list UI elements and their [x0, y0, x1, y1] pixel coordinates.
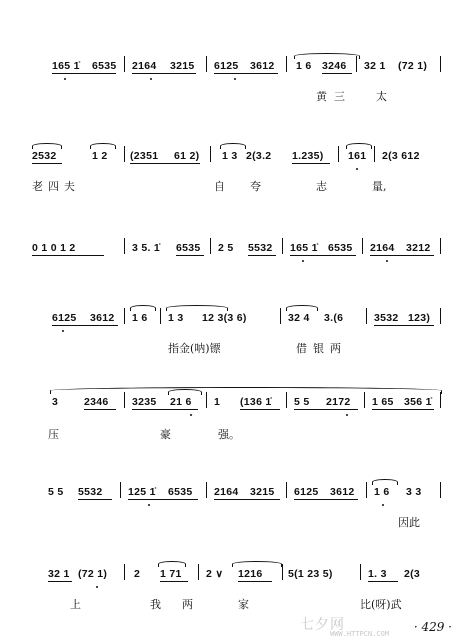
note-group: 32 4 [288, 312, 310, 324]
underline-beam [248, 255, 276, 256]
underline-beam [48, 581, 72, 582]
underline-beam [32, 163, 62, 164]
underline-beam [294, 499, 358, 500]
note-group: (72 1) [398, 60, 428, 72]
note-group: 12 3(3 6) [202, 312, 247, 324]
lyric: 强。 [218, 428, 240, 441]
note-group: 2172 [326, 396, 351, 408]
note-group: 5532 [78, 486, 103, 498]
octave-dot [346, 414, 348, 416]
slur-mark [90, 143, 116, 149]
note-group: 5532 [248, 242, 273, 254]
bar-line [364, 392, 365, 408]
bar-line [160, 308, 161, 324]
underline-beam [372, 409, 434, 410]
lyric: 夫 [64, 180, 75, 193]
slur-mark [220, 143, 246, 149]
underline-beam [292, 163, 330, 164]
note-group: 1 3 [222, 150, 238, 162]
note-group: 1 65 [372, 396, 394, 408]
bar-line [124, 146, 125, 162]
bar-line [440, 482, 441, 498]
note-group: 5 5 [48, 486, 64, 498]
bar-line [124, 56, 125, 72]
note-group: 1. 3 [368, 568, 387, 580]
octave-dot [356, 168, 358, 170]
note-group: 6535 [168, 486, 193, 498]
note-group: (136 1̇ [240, 396, 272, 408]
lyric: 借银两 [296, 342, 347, 355]
note-group: 2532 [32, 150, 57, 162]
bar-line [360, 564, 361, 580]
slur-mark [50, 387, 442, 394]
lyric: 我 [150, 598, 161, 611]
underline-beam [176, 255, 204, 256]
note-group: 3 3 [406, 486, 422, 498]
note-group: 356 1̇ [404, 396, 432, 408]
note-group: 3612 [250, 60, 275, 72]
note-group: 6535 [328, 242, 353, 254]
note-group: 6125 [214, 60, 239, 72]
underline-beam [322, 73, 352, 74]
note-group: 2(3 [404, 568, 421, 580]
bar-line [282, 238, 283, 254]
note-group: 2164 [370, 242, 395, 254]
bar-line [374, 146, 375, 162]
note-group: 2 ∨ [206, 568, 224, 580]
octave-dot [382, 504, 384, 506]
note-group: 6125 [294, 486, 319, 498]
underline-beam [32, 255, 104, 256]
note-group: 6535 [176, 242, 201, 254]
slur-mark [158, 561, 186, 567]
note-group: 125 1̇ [128, 486, 156, 498]
octave-dot [386, 260, 388, 262]
lyric: 量, [372, 180, 387, 193]
note-group: 3 5. 1̇ [132, 242, 161, 254]
watermark-url: WWW.HTTPCN.COM [330, 630, 390, 638]
lyric: 压 [48, 428, 59, 441]
note-group: 3 [52, 396, 59, 408]
octave-dot [190, 414, 192, 416]
bar-line [124, 392, 125, 408]
bar-line [206, 392, 207, 408]
note-group: (2351 [130, 150, 159, 162]
note-group: 21 6 [170, 396, 192, 408]
underline-beam [238, 581, 272, 582]
note-group: 1216 [238, 568, 263, 580]
note-group: 123) [408, 312, 431, 324]
slur-mark [286, 305, 318, 311]
slur-mark [166, 305, 228, 311]
underline-beam [214, 73, 278, 74]
note-group: 165 1̇ [52, 60, 80, 72]
lyric: 指金(呐)镖 [168, 342, 221, 355]
bar-line [206, 482, 207, 498]
note-group: 5(1 23 5) [288, 568, 333, 580]
note-group: 2 5 [218, 242, 234, 254]
slur-mark [346, 143, 372, 149]
note-group: 1 6 [374, 486, 390, 498]
bar-line [120, 482, 121, 498]
underline-beam [52, 325, 118, 326]
bar-line [286, 392, 287, 408]
lyric: 老 [32, 180, 43, 193]
octave-dot [64, 78, 66, 80]
note-group: 1 3 [168, 312, 184, 324]
note-group: 2 [134, 568, 141, 580]
octave-dot [96, 586, 98, 588]
underline-beam [78, 499, 112, 500]
watermark-logo: 七夕网 [300, 617, 345, 633]
lyric: 太 [376, 90, 387, 103]
page-number: · 429 · [413, 620, 452, 634]
octave-dot [150, 78, 152, 80]
bar-line [286, 482, 287, 498]
bar-line [366, 482, 367, 498]
note-group: 6535 [92, 60, 117, 72]
underline-beam [52, 73, 116, 74]
bar-line [440, 308, 441, 324]
underline-beam [370, 255, 434, 256]
slur-mark [168, 389, 202, 395]
note-group: 3612 [90, 312, 115, 324]
underline-beam [160, 581, 188, 582]
note-group: (72 1) [78, 568, 108, 580]
bar-line [440, 392, 441, 408]
underline-beam [132, 409, 198, 410]
note-group: 3532 [374, 312, 399, 324]
note-group: 32 1 [364, 60, 386, 72]
lyric: 豪 [160, 428, 171, 441]
note-group: 5 5 [294, 396, 310, 408]
bar-line [440, 56, 441, 72]
underline-beam [368, 581, 398, 582]
bar-line [124, 564, 125, 580]
octave-dot [234, 78, 236, 80]
lyric: 比(呀)武 [360, 598, 402, 611]
note-group: 1 6 [132, 312, 148, 324]
bar-line [206, 56, 207, 72]
note-group: 61 2) [174, 150, 200, 162]
lyric: 因此 [398, 516, 420, 529]
note-group: 1 2 [92, 150, 108, 162]
bar-line [286, 56, 287, 72]
bar-line [366, 308, 367, 324]
underline-beam [84, 409, 116, 410]
lyric: 夸 [250, 180, 261, 193]
note-group: 3215 [250, 486, 275, 498]
note-group: 0 1 0 1 2 [32, 242, 76, 254]
lyric: 志 [316, 180, 327, 193]
bar-line [210, 238, 211, 254]
slur-mark [32, 143, 62, 149]
underline-beam [128, 499, 198, 500]
lyric: 自 [214, 180, 225, 193]
underline-beam [132, 73, 196, 74]
note-group: 1 [214, 396, 221, 408]
lyric: 三 [334, 90, 345, 103]
bar-line [338, 146, 339, 162]
note-group: 3246 [322, 60, 347, 72]
octave-dot [148, 504, 150, 506]
underline-beam [130, 163, 200, 164]
note-group: 1 71 [160, 568, 182, 580]
octave-dot [302, 260, 304, 262]
note-group: 2(3 612 [382, 150, 420, 162]
underline-beam [290, 255, 356, 256]
note-group: 161 [348, 150, 367, 162]
bar-line [282, 564, 283, 580]
note-group: 3.(6 [324, 312, 344, 324]
note-group: 2346 [84, 396, 109, 408]
octave-dot [62, 330, 64, 332]
lyric: 四 [48, 180, 59, 193]
note-group: 1 6 [296, 60, 312, 72]
note-group: 3215 [170, 60, 195, 72]
slur-mark [294, 53, 360, 59]
bar-line [362, 238, 363, 254]
note-group: 6125 [52, 312, 77, 324]
lyric: 家 [238, 598, 249, 611]
note-group: 1.235) [292, 150, 324, 162]
slur-mark [130, 305, 156, 311]
note-group: 2(3.2 [246, 150, 272, 162]
lyric: 黄 [316, 90, 327, 103]
lyric: 上 [70, 598, 81, 611]
note-group: 165 1̇ [290, 242, 318, 254]
bar-line [124, 308, 125, 324]
bar-line [440, 238, 441, 254]
note-group: 3235 [132, 396, 157, 408]
bar-line [124, 238, 125, 254]
note-group: 32 1 [48, 568, 70, 580]
underline-beam [374, 325, 434, 326]
note-group: 3212 [406, 242, 431, 254]
underline-beam [294, 409, 358, 410]
bar-line [198, 564, 199, 580]
slur-mark [232, 561, 282, 567]
note-group: 3612 [330, 486, 355, 498]
slur-mark [372, 479, 398, 485]
bar-line [210, 146, 211, 162]
underline-beam [240, 409, 280, 410]
underline-beam [214, 499, 280, 500]
note-group: 2164 [214, 486, 239, 498]
lyric: 两 [182, 598, 193, 611]
bar-line [280, 308, 281, 324]
note-group: 2164 [132, 60, 157, 72]
